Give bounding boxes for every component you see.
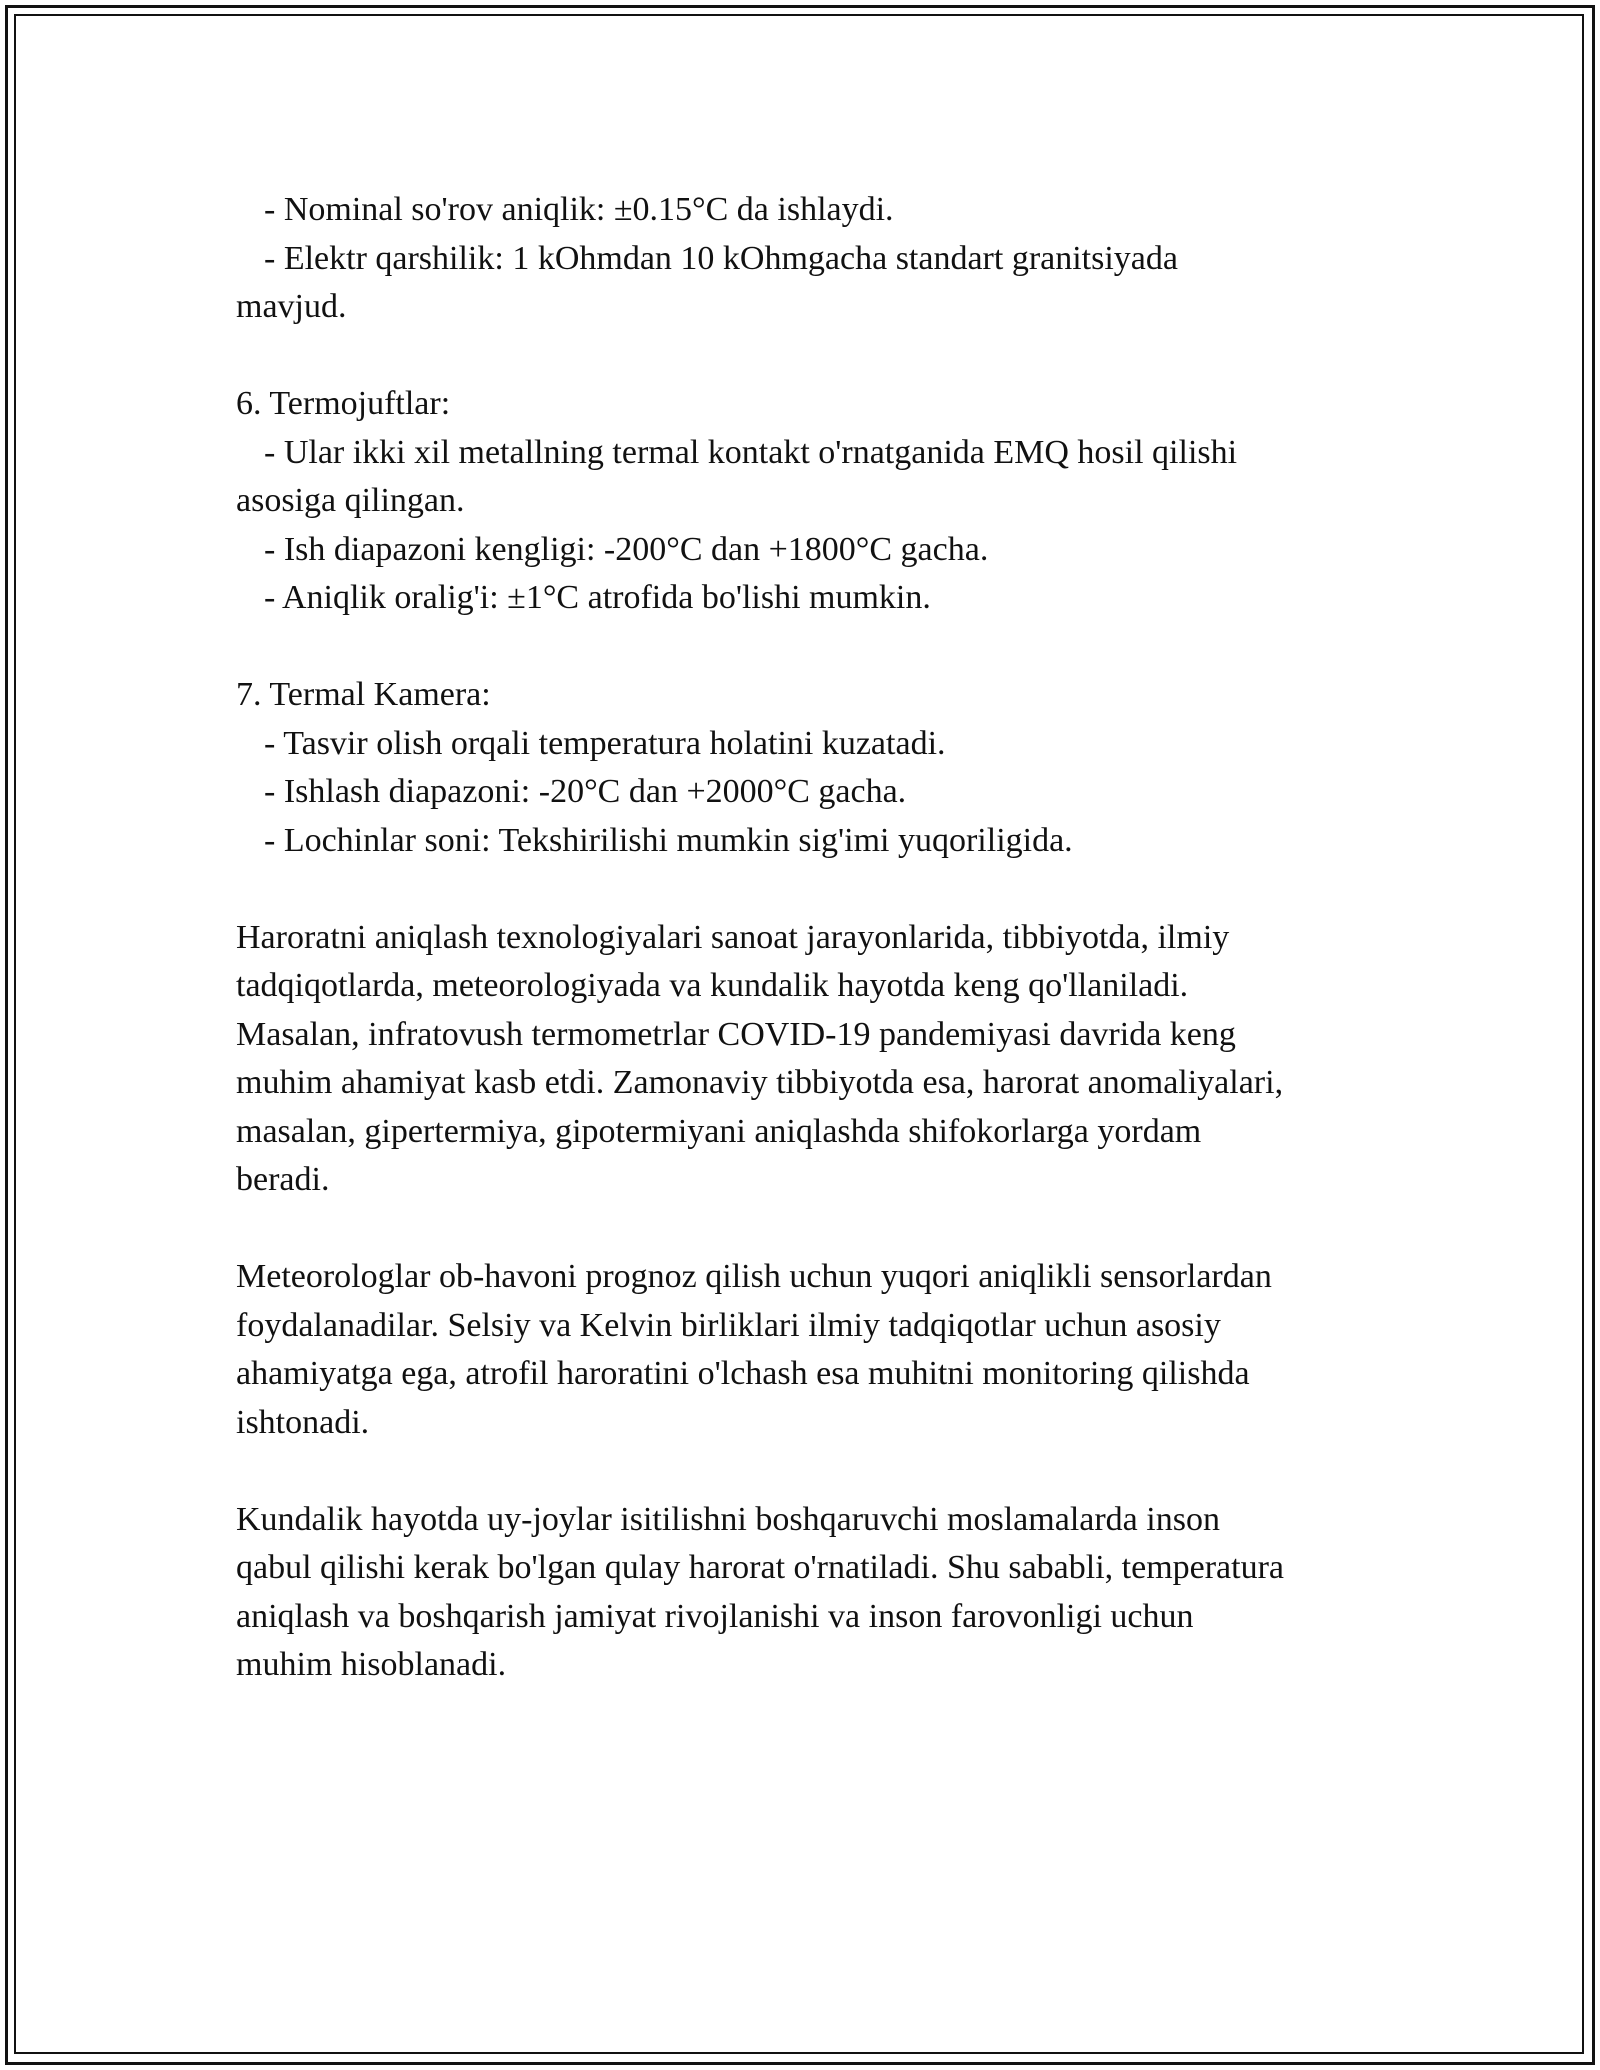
text-line: muhim hisoblanadi. [236,1646,507,1683]
list-item: - Ish diapazoni kengligi: -200°C dan +1800°C gacha. [264,530,989,568]
text-line: Meteorologlar ob-havoni prognoz qilish uchun yuqori aniqlikli sensorlardan [236,1258,1272,1295]
list-item: - Ular ikki xil metallning termal kontakt o'rnatganida EMQ hosil qilishi [264,433,1238,471]
text-line: Haroratni aniqlash texnologiyalari sanoat jarayonlarida, tibbiyotda, ilmiy [236,918,1230,956]
section-5-items [236,186,1376,332]
text-line: ahamiyatga ega, atrofil haroratini o'lchash esa muhitni monitoring qilishda [236,1355,1250,1392]
text-line: qabul qilishi kerak bo'lgan qulay harorat o'rnatiladi. Shu sababli, temperatura [236,1549,1285,1586]
text-line: ishtonadi. [236,1403,370,1441]
text-line: foydalanadilar. Selsiy va Kelvin birliklari ilmiy tadqiqotlar uchun asosiy [236,1306,1221,1344]
text-line: masalan, gipertermiya, gipotermiyani aniqlashda shifokorlarga yordam [236,1112,1202,1150]
paragraph-meteorology [236,1253,1376,1447]
document-body [236,186,1376,1738]
section-6 [236,380,1376,623]
paragraph-daily-life [236,1496,1376,1690]
list-item: - Aniqlik oralig'i: ±1°C atrofida bo'lishi mumkin. [264,579,931,616]
text-line: beradi. [236,1161,330,1198]
list-item-continuation: mavjud. [236,288,347,325]
list-item: - Elektr qarshilik: 1 kOhmdan 10 kOhmgacha standart granitsiyada [264,239,1178,277]
text-line: muhim ahamiyat kasb etdi. Zamonaviy tibbiyotda esa, harorat anomaliyalari, [236,1064,1284,1101]
list-item: - Tasvir olish orqali temperatura holatini kuzatadi. [264,724,946,762]
text-line: Kundalik hayotda uy-joylar isitilishni boshqaruvchi moslamalarda inson [236,1500,1220,1538]
list-item-continuation: asosiga qilingan. [236,482,465,519]
text-line: Masalan, infratovush termometrlar COVID-19 pandemiyasi davrida keng [236,1015,1236,1053]
list-item: - Ishlash diapazoni: -20°C dan +2000°C gacha. [264,773,907,810]
text-line: tadqiqotlarda, meteorologiyada va kundalik hayotda keng qo'llaniladi. [236,967,1189,1004]
list-item: - Lochinlar soni: Tekshirilishi mumkin sig'imi yuqoriligida. [264,821,1073,859]
section-heading: 6. Termojuftlar: [236,385,451,422]
section-heading: 7. Termal Kamera: [236,676,491,713]
section-7 [236,671,1376,865]
text-line: aniqlash va boshqarish jamiyat rivojlanishi va inson farovonligi uchun [236,1597,1194,1635]
paragraph-applications [236,914,1376,1205]
list-item: - Nominal so'rov aniqlik: ±0.15°C da ishlaydi. [264,191,894,228]
